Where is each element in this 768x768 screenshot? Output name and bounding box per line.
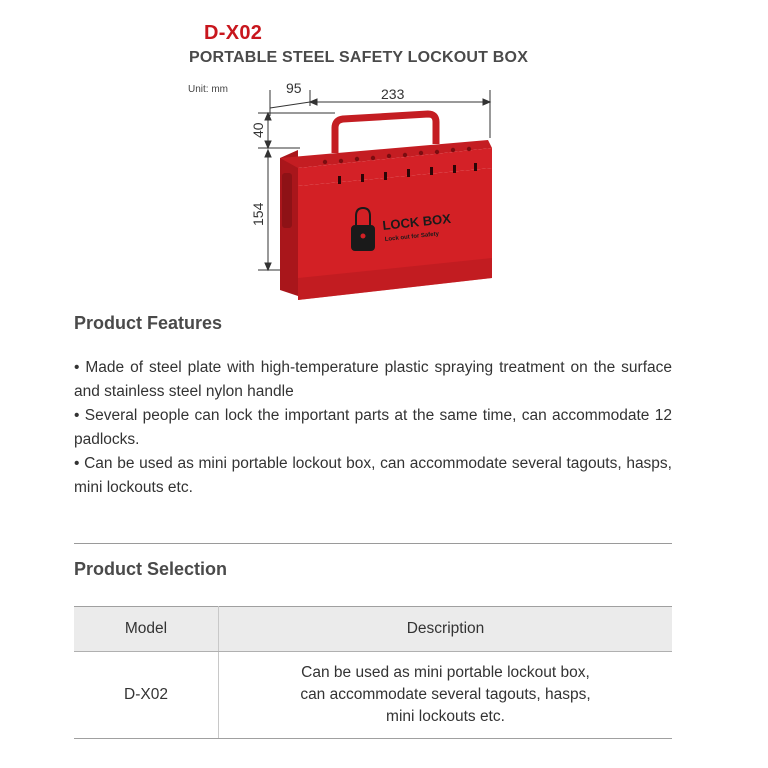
features-list: [74, 356, 672, 500]
cell-description: Can be used as mini portable lockout box, can accommodate several tagouts, hasps, mini lockouts etc.: [219, 652, 673, 739]
product-title: PORTABLE STEEL SAFETY LOCKOUT BOX: [189, 49, 529, 66]
table-header-row: [74, 607, 672, 652]
dim-width: 233: [381, 86, 405, 102]
dim-depth: 95: [286, 80, 302, 96]
feature-item: • Can be used as mini portable lockout box, can accommodate several tagouts, hasps, mini lockouts etc.: [74, 455, 672, 496]
feature-item: • Made of steel plate with high-temperature plastic spraying treatment on the surface and stainless steel nylon handle: [74, 359, 672, 400]
model-code: D-X02: [204, 22, 263, 44]
lockout-box: [280, 114, 492, 300]
box-label-main: LOCK BOX: [381, 210, 452, 233]
product-selection-heading: Product Selection: [74, 559, 228, 579]
cell-model: D-X02: [74, 652, 219, 739]
lockout-box-illustration: [240, 78, 510, 308]
table-row: [74, 652, 672, 739]
unit-label: Unit: mm: [188, 84, 228, 95]
product-diagram: [240, 78, 510, 308]
box-label-sub: Lock out for Safety: [384, 231, 440, 243]
product-selection-table: [74, 606, 672, 739]
dim-body-height: 154: [250, 202, 266, 226]
column-header-model: Model: [74, 607, 219, 652]
feature-item: • Several people can lock the important parts at the same time, can accommodate 12 padlocks.: [74, 407, 672, 448]
section-divider: [74, 543, 672, 544]
dim-handle-height: 40: [250, 122, 266, 138]
product-features-heading: Product Features: [74, 313, 223, 333]
column-header-description: Description: [219, 607, 673, 652]
